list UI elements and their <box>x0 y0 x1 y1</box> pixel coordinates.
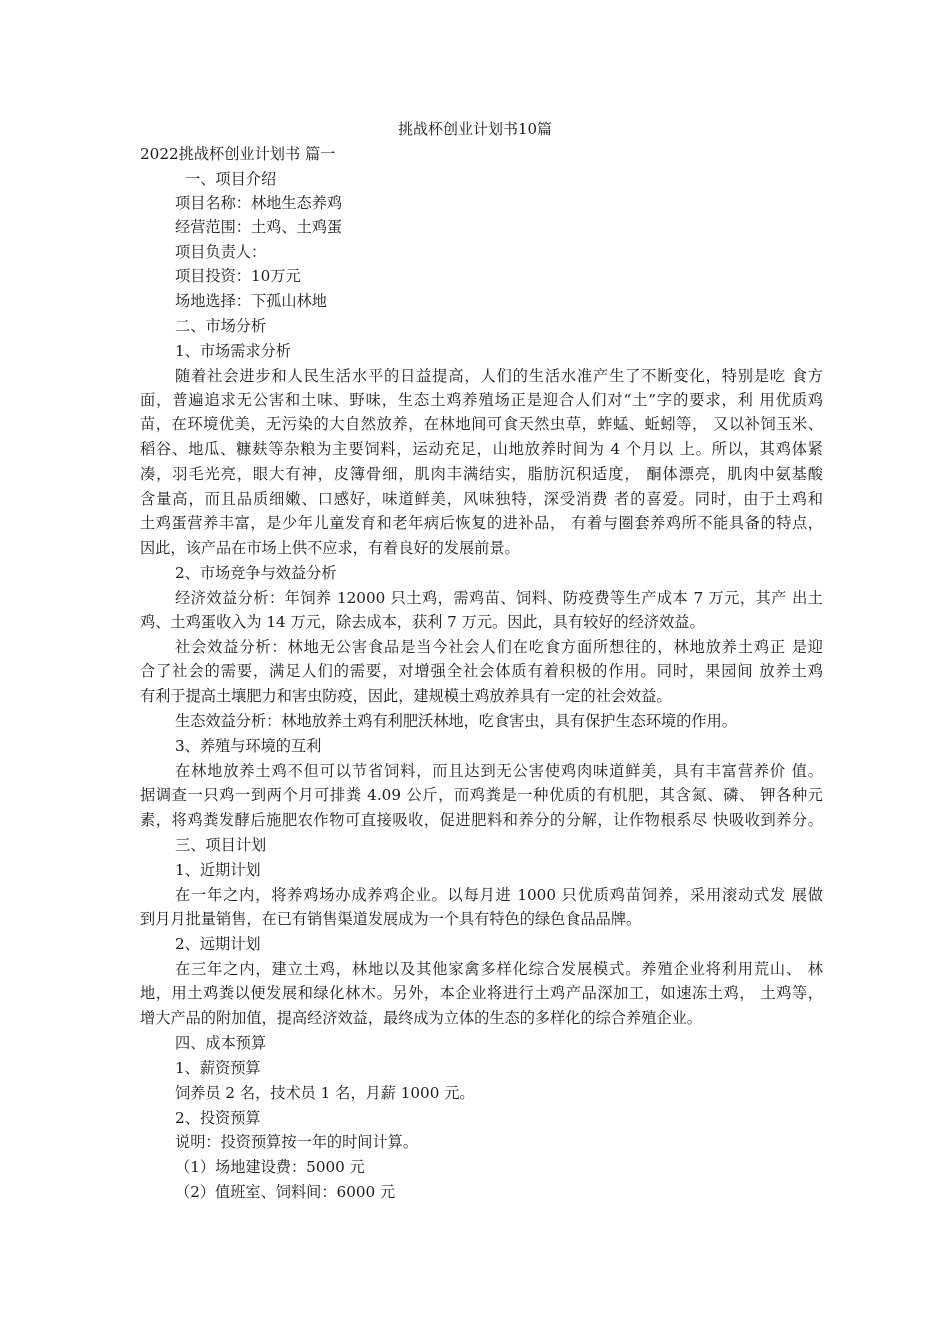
paragraph-line: 苗，在环境优美，无污染的大自然放养，在林地间可食天然虫草，蚱蜢、蚯蚓等， 又以补饲玉米、 <box>140 415 823 433</box>
paragraph-line: 在三年之内，建立土鸡，林地以及其他家禽多样化综合发展模式。养殖企业将利用荒山、 林 <box>175 960 823 978</box>
paragraph-line: 生态效益分析：林地放养土鸡有利肥沃林地，吃食害虫，具有保护生态环境的作用。 <box>175 712 737 730</box>
paragraph-line: 到月月批量销售，在已有销售渠道发展成为一个具有特色的绿色食品品牌。 <box>140 910 642 928</box>
document-title: 挑战杯创业计划书10篇 <box>397 120 553 138</box>
paragraph-line: 在林地放养土鸡不但可以节省饲料，而且达到无公害使鸡肉味道鲜美，具有丰富营养价 值。 <box>175 762 823 780</box>
paragraph-line: 社会效益分析：林地无公害食品是当今社会人们在吃食方面所想往的，林地放养土鸡正 是迎 <box>175 638 823 656</box>
section-heading: 三、项目计划 <box>175 836 267 854</box>
text-line: 项目名称：林地生态养鸡 <box>175 194 343 212</box>
paragraph-line: 合了社会的需要，满足人们的需要，对增强全社会体质有着积极的作用。同时，果园间 放养土鸡 <box>140 662 823 680</box>
paragraph-line: 说明：投资预算按一年的时间计算。 <box>175 1133 418 1151</box>
list-item: （1）场地建设费：5000 元 <box>175 1158 365 1176</box>
paragraph-line: 鸡、土鸡蛋收入为 14 万元，除去成本，获利 7 万元。因此，具有较好的经济效益。 <box>140 613 705 631</box>
paragraph-line: 有利于提高土壤肥力和害虫防疫，因此，建规模土鸡放养具有一定的社会效益。 <box>140 687 672 705</box>
paragraph-line: 地，用土鸡粪以便发展和绿化林木。另外，本企业将进行土鸡产品深加工，如速冻土鸡， 土鸡等， <box>140 984 823 1002</box>
section-heading: 二、市场分析 <box>175 317 267 335</box>
subsection-heading: 2、远期计划 <box>175 935 261 953</box>
paragraph-line: 饲养员 2 名，技术员 1 名，月薪 1000 元。 <box>175 1084 475 1102</box>
subsection-heading: 1、近期计划 <box>175 861 261 879</box>
paragraph-line: 据调查一只鸡一到两个月可排粪 4.09 公斤，而鸡粪是一种优质的有机肥，其含氮、磷、 钾各种元 <box>140 786 823 804</box>
paragraph-line: 素，将鸡粪发酵后施肥农作物可直接吸收，促进肥料和养分的分解，让作物根系尽 快吸收到养分。 <box>140 811 823 829</box>
subsection-heading: 1、市场需求分析 <box>175 342 291 360</box>
paragraph-line: 稻谷、地瓜、糠麸等杂粮为主要饲料，运动充足，山地放养时间为 4 个月以 上。所以，其鸡体紧 <box>140 440 823 458</box>
document-subtitle: 2022挑战杯创业计划书 篇一 <box>140 145 336 163</box>
paragraph-line: 随着社会进步和人民生活水平的日益提高，人们的生活水准产生了不断变化，特别是吃 食方 <box>175 367 823 385</box>
section-heading: 四、成本预算 <box>175 1034 267 1052</box>
text-line: 场地选择：下孤山林地 <box>175 292 327 310</box>
paragraph-line: 因此，该产品在市场上供不应求，有着良好的发展前景。 <box>140 539 520 557</box>
paragraph-line: 在一年之内，将养鸡场办成养鸡企业。以每月进 1000 只优质鸡苗饲养，采用滚动式发 展做 <box>175 886 823 904</box>
paragraph-line: 面，普遍追求无公害和土味、野味，生态土鸡养殖场正是迎合人们对“土”字的要求，利 用优质鸡 <box>140 391 823 409</box>
paragraph-line: 增大产品的附加值，提高经济效益，最终成为立体的生态的多样化的综合养殖企业。 <box>140 1009 702 1027</box>
text-line: 项目投资：10万元 <box>175 267 301 285</box>
paragraph-line: 经济效益分析：年饲养 12000 只土鸡，需鸡苗、饲料、防疫费等生产成本 7 万元，其产 出土 <box>175 589 823 607</box>
text-line: 项目负责人： <box>175 243 267 261</box>
subsection-heading: 1、薪资预算 <box>175 1059 261 1077</box>
subsection-heading: 2、市场竞争与效益分析 <box>175 564 337 582</box>
paragraph-line: 凑，羽毛光亮，眼大有神，皮簿骨细，肌肉丰满结实，脂肪沉积适度， 酮体漂亮，肌肉中氨基酸 <box>140 465 823 483</box>
paragraph-line: 含量高，而且品质细嫩、口感好，味道鲜美，风味独特，深受消费 者的喜爱。同时，由于土鸡和 <box>140 490 823 508</box>
list-item: （2）值班室、饲料间：6000 元 <box>175 1183 396 1201</box>
subsection-heading: 3、养殖与环境的互利 <box>175 737 322 755</box>
section-heading: 一、项目介绍 <box>185 170 277 188</box>
subsection-heading: 2、投资预算 <box>175 1109 261 1127</box>
text-line: 经营范围：土鸡、土鸡蛋 <box>175 218 343 236</box>
paragraph-line: 土鸡蛋营养丰富，是少年儿童发育和老年病后恢复的进补品， 有着与圈套养鸡所不能具备的特点， <box>140 514 823 532</box>
